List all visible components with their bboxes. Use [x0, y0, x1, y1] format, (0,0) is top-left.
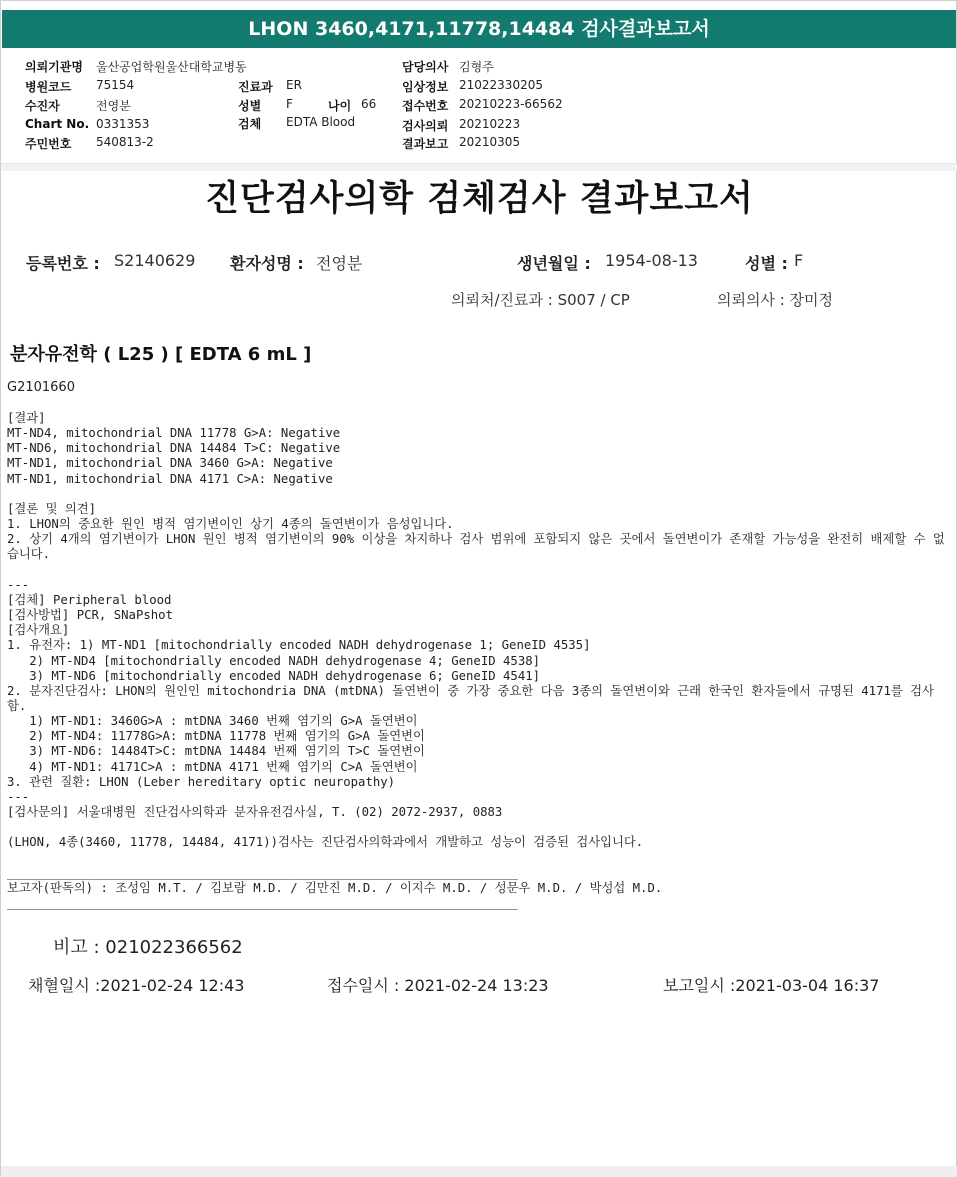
chart-no-label: Chart No. — [25, 117, 90, 131]
receiver-label: 수진자 — [25, 99, 60, 113]
accession-no-label: 접수번호 — [402, 99, 449, 113]
sex-value: F — [286, 97, 293, 111]
department-value: ER — [286, 78, 302, 92]
reg-no-value: S2140629 — [114, 251, 196, 270]
bottom-bar — [1, 1166, 957, 1177]
receiver-value: 전영분 — [96, 99, 131, 113]
hospital-code-label: 병원코드 — [25, 80, 72, 94]
accession-no-value: 20210223-66562 — [459, 97, 563, 111]
birth-date-value: 1954-08-13 — [605, 251, 698, 270]
birth-date-label: 생년월일 : — [517, 254, 591, 273]
age-label: 나이 — [328, 99, 352, 113]
note-line: 비고 : 021022366562 — [53, 937, 243, 958]
report-title: 진단검사의학 검체검사 결과보고서 — [205, 179, 754, 219]
specimen-id: G2101660 — [7, 380, 75, 395]
section-divider — [1, 163, 957, 171]
specimen-label: 검체 — [238, 117, 262, 131]
sex-label: 성별 — [238, 99, 262, 113]
reg-no-label: 등록번호 : — [26, 254, 100, 273]
resident-no-label: 주민번호 — [25, 137, 72, 151]
report-sex-label: 성별 : — [745, 254, 788, 273]
collected-time: 채혈일시 :2021-02-24 12:43 — [28, 976, 245, 995]
report-banner — [2, 10, 956, 48]
institution-value: 울산공업학원울산대학교병동 — [96, 60, 247, 74]
chart-no-value: 0331353 — [96, 117, 150, 131]
department-line: 의뢰처/진료과 : S007 / CP — [451, 291, 630, 309]
physician-line: 의뢰의사 : 장미정 — [717, 291, 834, 309]
report-date-value: 20210305 — [459, 135, 521, 149]
department-label: 진료과 — [238, 80, 273, 94]
doctor-value: 김형주 — [459, 60, 494, 74]
reported-time: 보고일시 :2021-03-04 16:37 — [663, 976, 880, 995]
result-body-text: [결과] MT-ND4, mitochondrial DNA 11778 G>A: Negative MT-ND6, mitochondrial DNA 14484 T>C: Negative MT-ND1, mitochondrial DNA 3460 G>A: Negative MT-ND1, mitochondrial DNA 4171 C>A: Negative [결론 및 의견] 1. LHON의 중요한 원인 병적 염기변이인 상기 4종의 돌연변이가 음성입니다. 2. 상기 4개의 염기변이가 LHON 원인 병적 염기변이의 90% 이상을 차지하나 검사 범위에 포함되지 않은 곳에서 돌연변이가 존재할 가능성을 완전히 배제할 수 없습니다. --- [검체] Peripheral blood [검사방법] PCR, SNaPshot [검사개요] 1. 유전자: 1) MT-ND1 [mitochondrially encoded NADH dehydrogenase 1; GeneID 4535] 2) MT-ND4 [mitochondrially encoded NADH dehydrogenase 4; GeneID 4538] 3) MT-ND6 [mitochondrially encoded NADH dehydrogenase 6; GeneID 4541] 2. 분자진단검사: LHON의 원인인 mitochondria DNA (mtDNA) 돌연변이 중 가장 중요한 다음 3종의 돌연변이와 근래 한국인 환자들에서 규명된 4171를 검사함. 1) MT-ND1: 3460G>A : mtDNA 3460 번째 염기의 G>A 돌연변이 2) MT-ND4: 11778G>A: mtDNA 11778 번째 염기의 G>A 돌연변이 3) MT-ND6: 14484T>C: mtDNA 14484 번째 염기의 T>C 돌연변이 4) MT-ND1: 4171C>A : mtDNA 4171 번째 염기의 C>A 돌연변이 3. 관련 질환: LHON (Leber hereditary optic neuropathy) --- [검사문의] 서울대병원 진단검사의학과 분자유전검사실, T. (02) 2072-2937, 0883 (LHON, 4종(3460, 11778, 14484, 4171))검사는 진단검사의학과에서 개발하고 성능이 검증된 검사입니다. _____________________________________________________________________ 보고자(판독의) : 조성임 M.T. / 김보람 M.D. / 김만진 M.D. / 이지수 M.D. / 성문우 M.D. / 박성섭 M.D. _____________________________________________________________________ — [7, 411, 945, 910]
request-date-value: 20210223 — [459, 117, 521, 131]
clinical-info-value: 21022330205 — [459, 78, 543, 92]
age-value: 66 — [361, 97, 377, 111]
request-date-label: 검사의뢰 — [402, 119, 449, 133]
resident-no-value: 540813-2 — [96, 135, 154, 149]
report-sex-value: F — [794, 251, 804, 270]
doctor-label: 담당의사 — [402, 60, 449, 74]
patient-info-block — [1, 51, 957, 163]
section-title: 분자유전학 ( L25 ) [ EDTA 6 mL ] — [10, 344, 312, 365]
hospital-code-value: 75154 — [96, 78, 135, 92]
banner-title: LHON 3460,4171,11778,14484 검사결과보고서 — [248, 18, 710, 40]
clinical-info-label: 임상정보 — [402, 80, 449, 94]
received-time: 접수일시 : 2021-02-24 13:23 — [327, 976, 549, 995]
report-date-label: 결과보고 — [402, 137, 449, 151]
specimen-value: EDTA Blood — [286, 115, 356, 129]
patient-name-label: 환자성명 : — [230, 254, 304, 273]
patient-name-value: 전영분 — [316, 254, 363, 273]
institution-label: 의뢰기관명 — [25, 60, 83, 74]
